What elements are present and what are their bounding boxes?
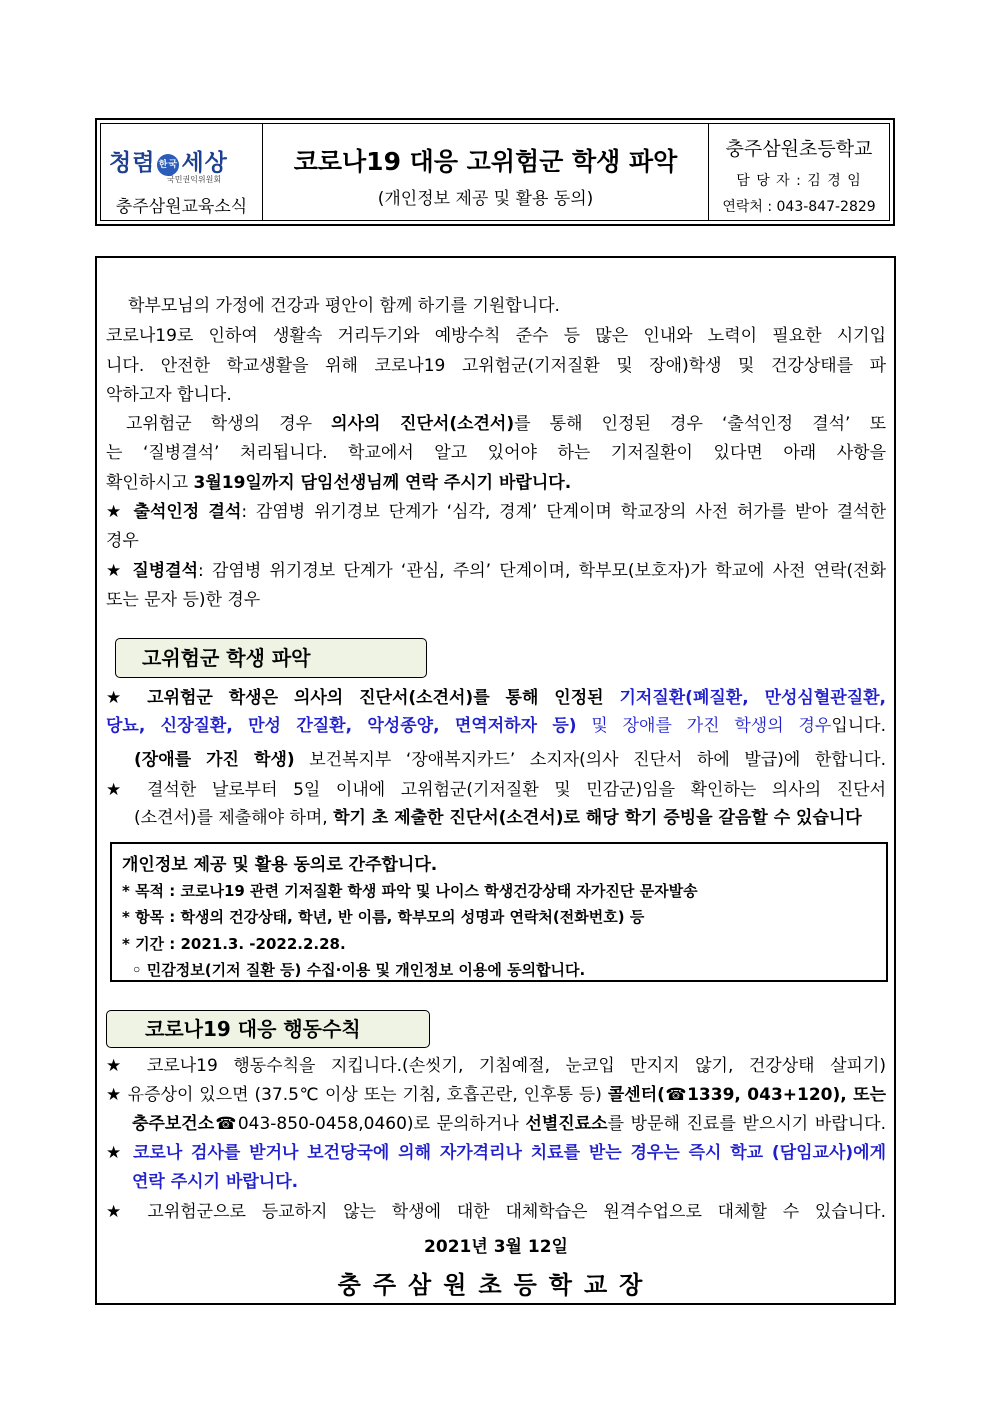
section1-line-2b: 및 장애를 가진 학생의 경우 [576, 716, 832, 736]
rule-line-3 [132, 1114, 886, 1134]
intro-line-10b: 질병결석 [132, 561, 199, 581]
notice-date: 2021년 3월 12일 [424, 1237, 568, 1257]
intro-line-8c: : 감염병 위기경보 단계가 ‘심각, 경계’ 단계이며 학교장의 사전 허가를 받아 결석한 [241, 502, 887, 522]
intro-line-2: 코로나19로 인하여 생활속 거리두기와 예방수칙 준수 등 많은 인내와 노력이 필요한 시기입 [106, 326, 886, 346]
document-title: 코로나19 대응 고위험군 학생 파악 [293, 147, 678, 176]
newsletter-name: 충주삼원교육소식 [115, 197, 248, 217]
rule-line-4 [106, 1143, 886, 1163]
manager-name: 담 당 자 : 김 경 임 [736, 173, 862, 189]
section-conduct-heading: 코로나19 대응 행동수칙 [106, 1010, 430, 1048]
consent-heading: 개인정보 제공 및 활용 동의로 간주합니다. [122, 855, 438, 875]
section1-line-3a: (장애를 가진 학생) [134, 750, 295, 770]
rule-line-3b: ☎043-850-0458,0460)로 문의하거나 [214, 1114, 526, 1134]
section1-line-2a: 당뇨, 신장질환, 만성 간질환, 악성종양, 면역저하자 등) [106, 716, 577, 736]
section1-line-1b: 기저질환(폐질환, 만성심혈관질환, [619, 688, 886, 708]
intro-line-7 [106, 473, 886, 493]
logo-text-left: 청렴 [109, 149, 156, 176]
intro-line-1: 학부모님의 가정에 건강과 평안이 함께 하기를 기원합니다. [128, 296, 560, 316]
rule-line-1: ★ 코로나19 행동수칙을 지킵니다.(손씻기, 기침예절, 눈코입 만지지 않기, 건강상태 살피기) [106, 1056, 886, 1076]
intro-line-6: 는 ‘질병결석’ 처리됩니다. 학교에서 알고 있어야 하는 기저질환이 있다면 아래 사항을 [106, 443, 886, 463]
header-logo-cell [101, 124, 263, 220]
section1-line-2c: 입니다. [831, 716, 886, 736]
intro-line-9: 경우 [106, 531, 139, 551]
header-school-cell [709, 124, 889, 220]
logo-text-right: 세상 [181, 149, 228, 176]
section1-line-1 [106, 688, 886, 708]
section1-line-5a: (소견서)를 제출해야 하며, [134, 808, 334, 828]
rule-line-2a: ★ 유증상이 있으면 (37.5℃ 이상 또는 기침, 호흡곤란, 인후통 등) [106, 1085, 608, 1105]
intro-line-4: 악하고자 합니다. [106, 385, 232, 405]
school-name: 충주삼원초등학교 [725, 138, 873, 160]
section1-line-5 [134, 808, 886, 828]
section1-line-2 [106, 716, 886, 736]
integrity-logo [109, 144, 257, 184]
intro-line-8b: 출석인정 결석 [133, 502, 242, 522]
rule-line-4b: 코로나 검사 [132, 1143, 224, 1163]
section1-line-5b: 학기 초 제출한 진단서(소견서)로 해당 학기 증빙을 갈음할 수 있습니다 [333, 808, 862, 828]
star-icon: ★ [106, 1143, 133, 1163]
intro-line-5b: 의사의 진단서(소견서) [331, 414, 515, 434]
logo-subtext: 국민권익위원회 [167, 175, 222, 184]
consent-box [110, 842, 888, 982]
section1-line-3 [134, 750, 886, 770]
section-high-risk-heading: 고위험군 학생 파악 [115, 638, 427, 678]
principal-signature: 충주삼원초등학교장 [337, 1271, 655, 1299]
section1-line-4: ★ 결석한 날로부터 5일 이내에 고위험군(기저질환 및 민감군)임을 확인하는 의사의 진단서 [106, 780, 886, 800]
header-box [95, 118, 895, 226]
intro-line-10c: : 감염병 위기경보 단계가 ‘관심, 주의’ 단계이며, 학부모(보호자)가 학교에 사전 연락(전화 [198, 561, 887, 581]
rule-line-5: 연락 주시기 바랍니다. [132, 1172, 299, 1192]
consent-purpose: * 목적 : 코로나19 관련 기저질환 학생 파악 및 나이스 학생건강상태 자가진단 문자발송 [122, 882, 698, 900]
consent-items: * 항목 : 학생의 건강상태, 학년, 반 이름, 학부모의 성명과 연락처(전화번호) 등 [122, 908, 645, 926]
logo-badge-icon: 한국 [157, 154, 179, 176]
rule-line-6: ★ 고위험군으로 등교하지 않는 학생에 대한 대체학습은 원격수업으로 대체할 수 있습니다. [106, 1202, 886, 1222]
rule-line-2 [106, 1085, 886, 1105]
intro-line-5c: 를 통해 인정된 경우 ‘출석인정 결석’ 또 [514, 414, 886, 434]
section1-line-1a: ★ 고위험군 학생은 의사의 진단서(소견서)를 통해 인정된 [106, 688, 620, 708]
rule-line-3a: 충주보건소 [132, 1114, 215, 1134]
rule-line-2b: 콜센터(☎1339, 043+120), 또는 [607, 1085, 887, 1105]
consent-agreement: ◦ 민감정보(기저 질환 등) 수집·이용 및 개인정보 이용에 동의합니다. [132, 961, 586, 979]
rule-line-3c: 선별진료소 [525, 1114, 608, 1134]
intro-line-5 [126, 414, 886, 434]
intro-line-7b: 3월19일까지 담임선생님께 연락 주시기 바랍니다. [193, 473, 572, 493]
section1-line-3b: 보건복지부 ‘장애복지카드’ 소지자(의사 진단서 하에 발급)에 한합니다. [294, 750, 886, 770]
consent-period: * 기간 : 2021.3. -2022.2.28. [122, 935, 346, 953]
intro-line-5a: 고위험군 학생의 경우 [126, 414, 332, 434]
intro-line-3: 니다. 안전한 학교생활을 위해 코로나19 고위험군(기저질환 및 장애)학생 및 건강상태를 파 [106, 356, 886, 376]
intro-line-8 [106, 502, 886, 522]
intro-line-10 [106, 561, 886, 581]
intro-line-7a: 확인하시고 [106, 473, 194, 493]
rule-line-3d: 를 방문해 진료를 받으시기 바랍니다. [607, 1114, 886, 1134]
star-icon: ★ [106, 561, 133, 581]
rule-line-4c: 를 받거나 보건당국에 의해 자가격리나 치료를 받는 경우는 즉시 학교 (담임교사)에게 [223, 1143, 886, 1163]
star-icon: ★ [106, 502, 134, 522]
intro-line-11: 또는 문자 등)한 경우 [106, 590, 261, 610]
contact-number: 연락처 : 043-847-2829 [722, 199, 876, 215]
header-title-cell [263, 124, 709, 220]
document-subtitle: (개인정보 제공 및 활용 동의) [377, 189, 594, 209]
